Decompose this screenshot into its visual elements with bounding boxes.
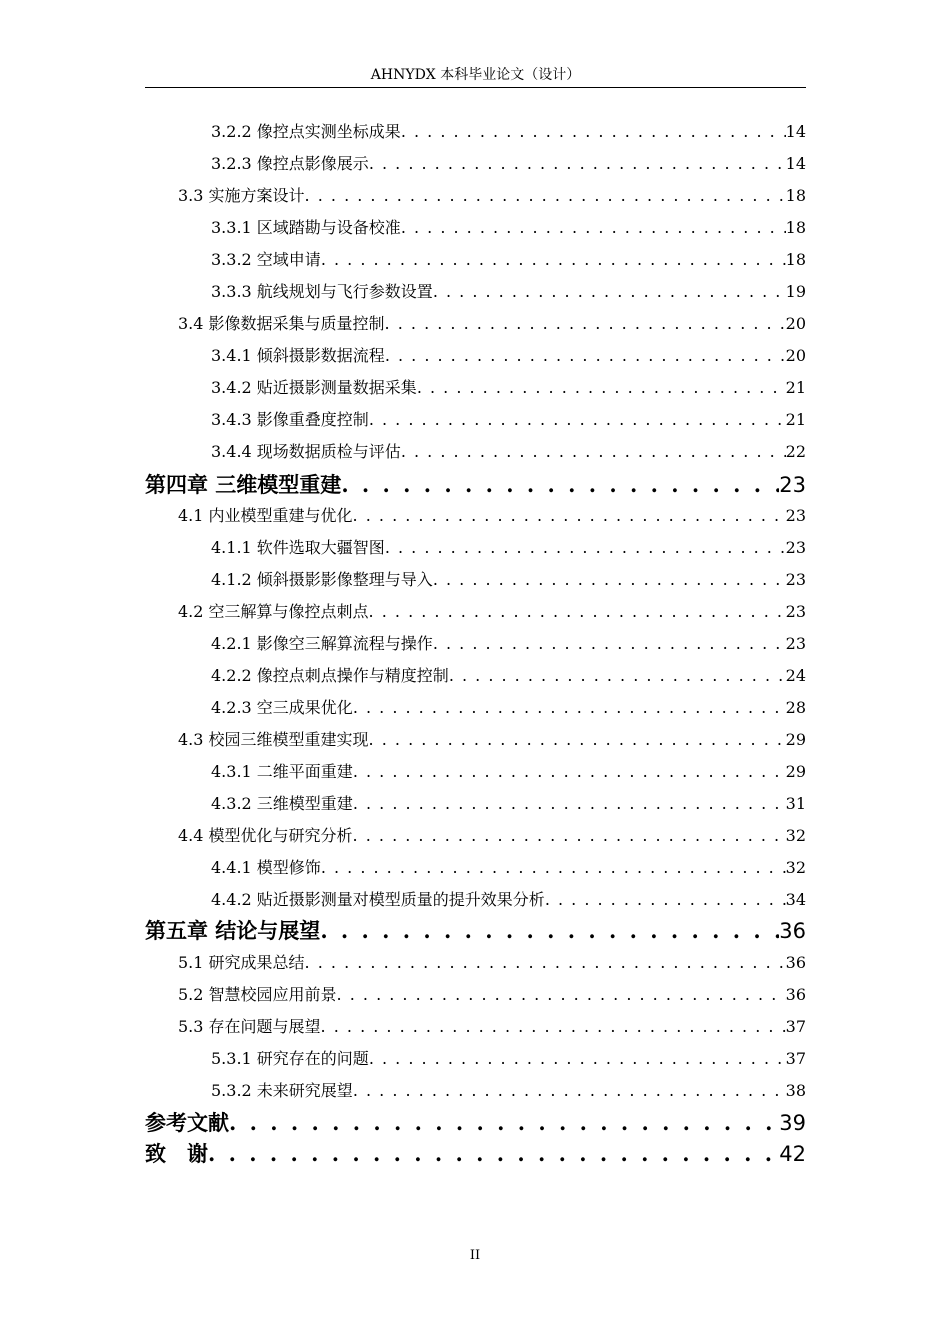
toc-entry-page: 23 [779, 473, 806, 497]
toc-leader-dots [449, 660, 786, 692]
toc-entry[interactable] [211, 532, 806, 564]
toc-entry[interactable] [211, 884, 806, 916]
toc-entry-page: 23 [785, 602, 806, 621]
toc-leader-dots [353, 500, 786, 532]
toc-entry-title: 3.4.1 倾斜摄影数据流程 [211, 346, 385, 365]
toc-leader-dots [353, 820, 786, 852]
toc-entry-page: 23 [785, 538, 806, 557]
toc-leader-dots [353, 756, 786, 788]
toc-entry-page: 42 [779, 1142, 806, 1166]
toc-entry-title: 致 谢 [145, 1142, 208, 1166]
toc-entry[interactable] [145, 1138, 806, 1170]
toc-entry[interactable] [211, 1075, 806, 1107]
toc-entry[interactable] [211, 852, 806, 884]
toc-entry[interactable] [211, 628, 806, 660]
toc-entry-page: 21 [785, 378, 806, 397]
running-header: AHNYDX 本科毕业论文（设计） [370, 67, 581, 83]
toc-entry-title: 4.4.2 贴近摄影测量对模型质量的提升效果分析 [211, 890, 545, 909]
toc-leader-dots [369, 404, 786, 436]
toc-leader-dots [433, 628, 786, 660]
toc-entry-title: 3.4.2 贴近摄影测量数据采集 [211, 378, 417, 397]
toc-entry[interactable] [211, 756, 806, 788]
toc-leader-dots [208, 1138, 779, 1170]
toc-entry-title: 5.3.2 未来研究展望 [211, 1081, 353, 1100]
toc-leader-dots [341, 469, 779, 501]
toc-entry[interactable] [211, 564, 806, 596]
toc-entry-page: 23 [785, 634, 806, 653]
toc-entry[interactable] [211, 404, 806, 436]
toc-entry[interactable] [211, 148, 806, 180]
toc-leader-dots [321, 1011, 786, 1043]
toc-entry-title: 3.4 影像数据采集与质量控制 [178, 314, 385, 333]
toc-entry-title: 4.3.1 二维平面重建 [211, 762, 353, 781]
toc-leader-dots [417, 372, 786, 404]
toc-entry[interactable] [178, 820, 806, 852]
toc-leader-dots [385, 340, 786, 372]
toc-entry-page: 29 [785, 762, 806, 781]
toc-entry-page: 36 [785, 953, 806, 972]
toc-entry[interactable] [178, 979, 806, 1011]
toc-entry-title: 3.3 实施方案设计 [178, 186, 305, 205]
toc-entry-page: 23 [785, 570, 806, 589]
toc-entry-page: 31 [785, 794, 806, 813]
toc-entry-page: 18 [785, 218, 806, 237]
toc-entry-title: 4.2.3 空三成果优化 [211, 698, 353, 717]
toc-entry[interactable] [211, 244, 806, 276]
toc-entry[interactable] [178, 724, 806, 756]
toc-entry[interactable] [145, 1107, 806, 1139]
toc-entry[interactable] [178, 596, 806, 628]
toc-entry-page: 22 [785, 442, 806, 461]
toc-entry[interactable] [211, 212, 806, 244]
page-number: II [469, 1248, 481, 1263]
toc-leader-dots [229, 1107, 779, 1139]
toc-entry-title: 3.2.2 像控点实测坐标成果 [211, 122, 401, 141]
toc-entry-title: 第四章 三维模型重建 [145, 473, 342, 497]
toc-entry-page: 23 [785, 506, 806, 525]
toc-entry-title: 第五章 结论与展望 [145, 919, 321, 943]
toc-entry-title: 3.3.2 空域申请 [211, 250, 321, 269]
toc-leader-dots [401, 116, 786, 148]
toc-entry[interactable] [178, 180, 806, 212]
toc-entry-page: 36 [785, 985, 806, 1004]
toc-entry-title: 4.4 模型优化与研究分析 [178, 826, 353, 845]
toc-entry-page: 32 [785, 826, 806, 845]
toc-leader-dots [545, 884, 786, 916]
toc-entry-title: 3.4.4 现场数据质检与评估 [211, 442, 401, 461]
toc-entry[interactable] [211, 372, 806, 404]
toc-entry-page: 14 [785, 154, 806, 173]
toc-entry-title: 参考文献 [145, 1111, 229, 1135]
toc-leader-dots [321, 244, 786, 276]
toc-entry-page: 36 [779, 919, 806, 943]
toc-entry-title: 4.1.1 软件选取大疆智图 [211, 538, 385, 557]
toc-entry-page: 20 [785, 346, 806, 365]
toc-entry[interactable] [211, 1043, 806, 1075]
toc-leader-dots [305, 947, 786, 979]
toc-leader-dots [320, 915, 779, 947]
toc-entry-page: 21 [785, 410, 806, 429]
toc-entry-page: 28 [785, 698, 806, 717]
toc-entry[interactable] [211, 692, 806, 724]
toc-entry[interactable] [145, 469, 806, 501]
toc-leader-dots [321, 852, 786, 884]
toc-leader-dots [353, 788, 786, 820]
toc-entry[interactable] [178, 1011, 806, 1043]
toc-entry-page: 38 [785, 1081, 806, 1100]
toc-entry[interactable] [178, 500, 806, 532]
toc-entry[interactable] [211, 436, 806, 468]
toc-entry-title: 4.3.2 三维模型重建 [211, 794, 353, 813]
toc-leader-dots [353, 692, 786, 724]
toc-entry-title: 4.1.2 倾斜摄影影像整理与导入 [211, 570, 433, 589]
toc-entry[interactable] [211, 116, 806, 148]
toc-entry-page: 29 [785, 730, 806, 749]
toc-entry-page: 34 [785, 890, 806, 909]
toc-leader-dots [401, 212, 786, 244]
toc-leader-dots [385, 532, 786, 564]
toc-entry-page: 20 [785, 314, 806, 333]
toc-leader-dots [369, 148, 786, 180]
toc-entry[interactable] [145, 915, 806, 947]
toc-entry-title: 4.2.1 影像空三解算流程与操作 [211, 634, 433, 653]
toc-leader-dots [369, 724, 786, 756]
toc-entry-title: 5.2 智慧校园应用前景 [178, 985, 337, 1004]
toc-entry-title: 3.3.3 航线规划与飞行参数设置 [211, 282, 433, 301]
toc-entry-title: 4.1 内业模型重建与优化 [178, 506, 353, 525]
toc-leader-dots [305, 180, 786, 212]
toc-entry-page: 19 [785, 282, 806, 301]
toc-entry[interactable] [211, 340, 806, 372]
toc-entry-title: 3.2.3 像控点影像展示 [211, 154, 369, 173]
toc-leader-dots [369, 1043, 786, 1075]
toc-entry[interactable] [211, 276, 806, 308]
toc-leader-dots [369, 596, 786, 628]
toc-entry-title: 5.3.1 研究存在的问题 [211, 1049, 369, 1068]
toc-entry-page: 32 [785, 858, 806, 877]
toc-leader-dots [433, 564, 786, 596]
toc-entry-page: 18 [785, 250, 806, 269]
toc-entry[interactable] [211, 660, 806, 692]
toc-entry-title: 4.4.1 模型修饰 [211, 858, 321, 877]
header-rule [145, 87, 806, 88]
toc-entry-title: 5.1 研究成果总结 [178, 953, 305, 972]
toc-entry-title: 4.2 空三解算与像控点刺点 [178, 602, 369, 621]
toc-entry-page: 39 [779, 1111, 806, 1135]
toc-entry-title: 3.4.3 影像重叠度控制 [211, 410, 369, 429]
toc-leader-dots [353, 1075, 786, 1107]
toc-entry[interactable] [178, 308, 806, 340]
toc-leader-dots [337, 979, 786, 1011]
toc-leader-dots [401, 436, 786, 468]
toc-entry-page: 37 [785, 1049, 806, 1068]
toc-leader-dots [433, 276, 786, 308]
toc-entry-title: 5.3 存在问题与展望 [178, 1017, 321, 1036]
toc-entry-title: 3.3.1 区域踏勘与设备校准 [211, 218, 401, 237]
toc-entry-page: 37 [785, 1017, 806, 1036]
toc-entry-page: 24 [785, 666, 806, 685]
toc-entry-page: 14 [785, 122, 806, 141]
toc-entry-title: 4.2.2 像控点刺点操作与精度控制 [211, 666, 449, 685]
toc-entry-title: 4.3 校园三维模型重建实现 [178, 730, 369, 749]
toc-entry-page: 18 [785, 186, 806, 205]
toc-entry[interactable] [211, 788, 806, 820]
toc-entry[interactable] [178, 947, 806, 979]
toc-leader-dots [385, 308, 786, 340]
